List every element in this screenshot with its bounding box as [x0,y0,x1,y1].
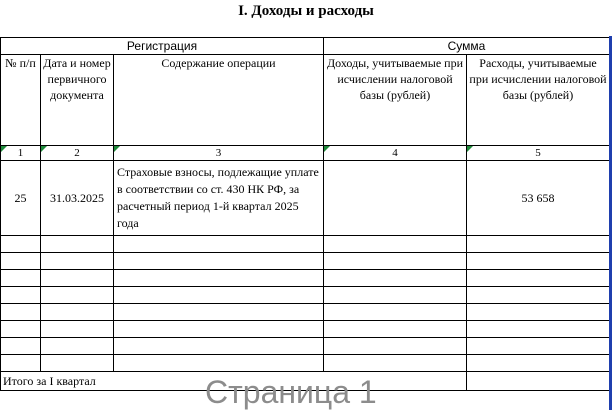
header-col-date[interactable]: Дата и номер первичного документа [41,55,114,146]
column-number-1[interactable]: 1 [1,146,41,161]
empty-row [1,321,610,338]
page-watermark: Страница 1 [205,374,377,410]
total-expense-cell[interactable] [467,372,610,391]
empty-cell[interactable] [114,338,324,355]
cell-expense[interactable]: 53 658 [467,161,610,236]
empty-cell[interactable] [324,253,467,270]
column-number-2[interactable]: 2 [41,146,114,161]
empty-cell[interactable] [467,338,610,355]
header-col-income[interactable]: Доходы, учитываемые при исчислении налоговой базы (рублей) [324,55,467,146]
column-number-4[interactable]: 4 [324,146,467,161]
empty-cell[interactable] [41,270,114,287]
empty-row [1,270,610,287]
empty-row [1,304,610,321]
empty-row [1,236,610,253]
empty-cell[interactable] [467,304,610,321]
empty-cell[interactable] [324,304,467,321]
empty-cell[interactable] [467,355,610,372]
cell-num[interactable]: 25 [1,161,41,236]
empty-cell[interactable] [1,270,41,287]
empty-row [1,355,610,372]
empty-cell[interactable] [114,287,324,304]
table-row [1,161,610,236]
title-band [0,22,612,36]
empty-cell[interactable] [1,304,41,321]
empty-cell[interactable] [1,253,41,270]
empty-cell[interactable] [41,338,114,355]
cell-date[interactable]: 31.03.2025 [41,161,114,236]
empty-cell[interactable] [1,338,41,355]
empty-cell[interactable] [324,236,467,253]
empty-cell[interactable] [114,253,324,270]
empty-cell[interactable] [114,270,324,287]
header-sum[interactable]: Сумма [324,38,610,55]
empty-cell[interactable] [467,287,610,304]
empty-cell[interactable] [114,321,324,338]
empty-cell[interactable] [41,304,114,321]
empty-cell[interactable] [41,355,114,372]
empty-row [1,253,610,270]
empty-cell[interactable] [1,287,41,304]
section-title: I. Доходы и расходы [238,3,374,19]
total-label[interactable]: Итого за I квартал [1,372,467,391]
empty-cell[interactable] [41,253,114,270]
empty-cell[interactable] [324,270,467,287]
empty-cell[interactable] [324,287,467,304]
income-expense-table [0,37,610,391]
header-group-row [1,38,610,55]
empty-cell[interactable] [1,321,41,338]
empty-cell[interactable] [41,321,114,338]
header-columns-row [1,55,610,146]
empty-row [1,338,610,355]
empty-cell[interactable] [41,287,114,304]
empty-cell[interactable] [324,355,467,372]
header-col-expense[interactable]: Расходы, учитываемые при исчислении налоговой базы (рублей) [467,55,610,146]
header-registration[interactable]: Регистрация [1,38,324,55]
empty-cell[interactable] [324,338,467,355]
empty-cell[interactable] [1,355,41,372]
empty-cell[interactable] [41,236,114,253]
empty-cell[interactable] [114,236,324,253]
cell-content[interactable]: Страховые взносы, подлежащие уплате в соответствии со ст. 430 НК РФ, за расчетный период 1-й квартал 2025 года [114,161,324,236]
empty-cell[interactable] [467,270,610,287]
column-number-5[interactable]: 5 [467,146,610,161]
column-number-row [1,146,610,161]
empty-cell[interactable] [114,355,324,372]
empty-cell[interactable] [467,236,610,253]
header-col-num[interactable]: № п/п [1,55,41,146]
empty-cell[interactable] [324,321,467,338]
empty-cell[interactable] [114,304,324,321]
empty-cell[interactable] [467,321,610,338]
column-number-3[interactable]: 3 [114,146,324,161]
empty-row [1,287,610,304]
cell-income[interactable] [324,161,467,236]
header-col-content[interactable]: Содержание операции [114,55,324,146]
empty-cell[interactable] [1,236,41,253]
empty-cell[interactable] [467,253,610,270]
